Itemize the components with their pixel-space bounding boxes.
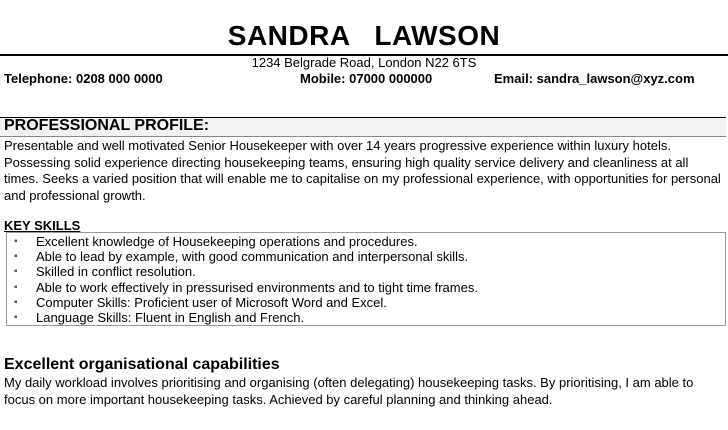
profile-heading: PROFESSIONAL PROFILE: [4, 117, 210, 134]
bullet-icon: ▪ [14, 296, 18, 308]
capabilities-heading: Excellent organisational capabilities [4, 356, 280, 373]
bullet-icon: ▪ [14, 281, 18, 293]
list-item: ▪ Computer Skills: Proficient user of Microsoft Word and Excel. [14, 294, 387, 310]
list-item: ▪ Able to lead by example, with good communication and interpersonal skills. [14, 249, 469, 265]
candidate-name: SANDRA LAWSON [227, 20, 501, 51]
bullet-icon: ▪ [14, 236, 18, 247]
key-skills-list [14, 234, 478, 325]
bullet-icon: ▪ [14, 266, 18, 278]
bullet-icon: ▪ [14, 312, 18, 324]
email: Email: sandra_lawson@xyz.com [494, 71, 695, 86]
telephone: Telephone: 0208 000 0000 [4, 71, 163, 86]
list-item: ▪ Excellent knowledge of Housekeeping operations and procedures. [14, 234, 418, 249]
bullet-icon: ▪ [14, 251, 18, 263]
address: 1234 Belgrade Road, London N22 6TS [251, 55, 477, 70]
key-skills-heading: KEY SKILLS [4, 218, 81, 233]
list-item: ▪ Skilled in conflict resolution. [14, 264, 196, 280]
capabilities-text: My daily workload involves prioritising and organising (often delegating) housekeeping tasks. By prioritising, I am able to focus on more important housekeeping tasks. Achieved by careful planning and thinking ahead. [4, 375, 694, 407]
list-item: ▪ Able to work effectively in pressurised environments and to tight time frames. [14, 279, 478, 295]
profile-text: Presentable and well motivated Senior Housekeeper with over 14 years progressive experience within luxury hotels. Possessing solid experience directing housekeeping teams, ensuring high quality service delivery and cleanliness at all times. Seeks a varied position that will enable me to capitalise on my professional experience, with opportunities for personal and professional growth. [4, 138, 721, 203]
list-item: ▪ Language Skills: Fluent in English and French. [14, 310, 305, 326]
mobile: Mobile: 07000 000000 [300, 71, 433, 86]
